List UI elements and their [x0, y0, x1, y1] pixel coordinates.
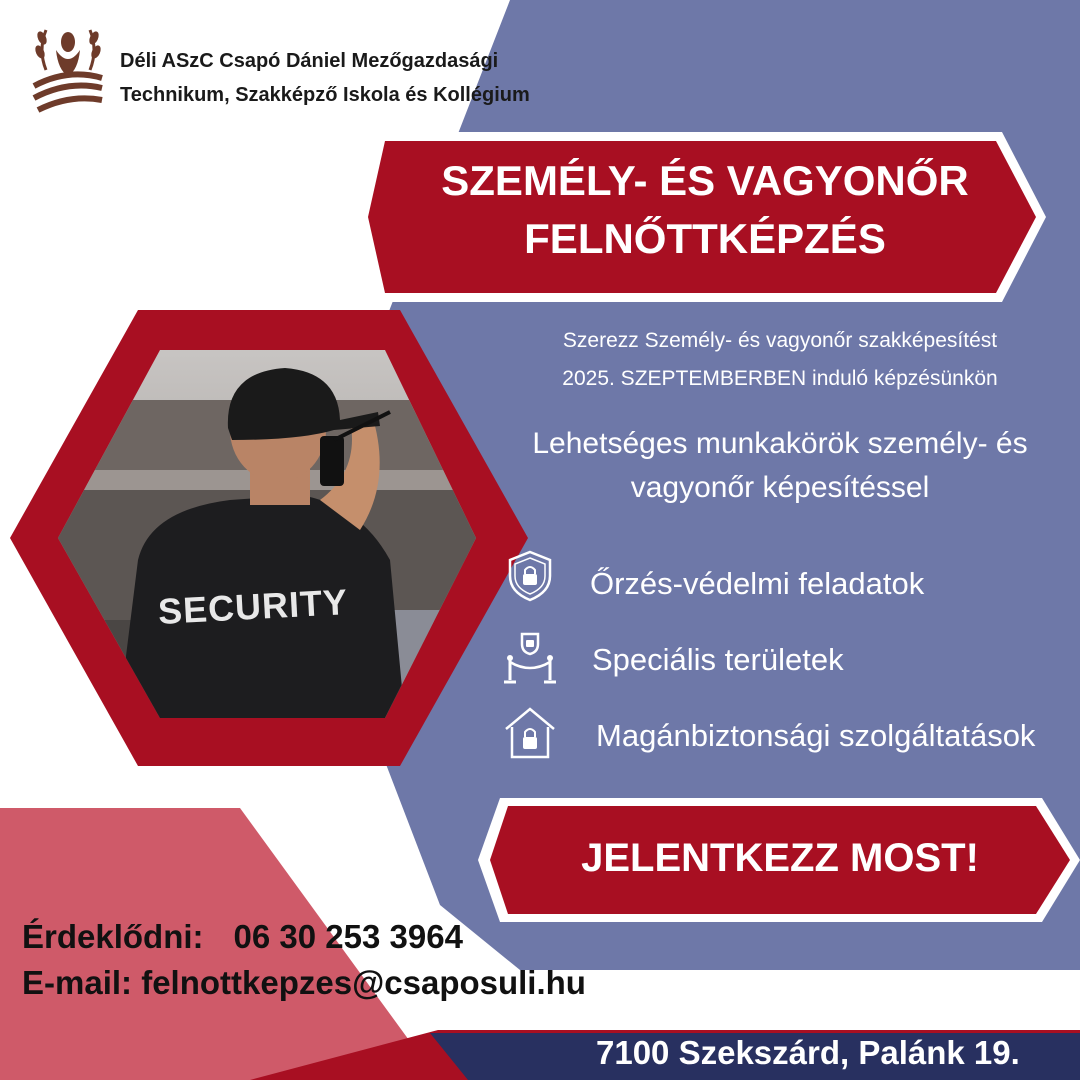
- contact-phone: [22, 918, 463, 956]
- school-name-line1: Déli ASzC Csapó Dániel Mezőgazdasági: [120, 50, 499, 72]
- house-lock-icon: [502, 705, 558, 761]
- job-item-special: [502, 630, 558, 691]
- subheading-line2: vagyonőr képesítéssel: [630, 471, 930, 504]
- school-name: [120, 44, 530, 112]
- phone-label: Érdeklődni:: [22, 918, 204, 955]
- apply-now-button[interactable]: JELENTKEZZ MOST!: [581, 836, 979, 880]
- footer-address: 7100 Szekszárd, Palánk 19.: [596, 1034, 1020, 1071]
- wheat-field-logo-icon: [28, 20, 108, 118]
- job-label-guarding: Őrzés-védelmi feladatok: [590, 566, 925, 601]
- job-item-private: [502, 705, 558, 766]
- contact-email: [22, 964, 586, 1002]
- school-logo: [28, 20, 108, 118]
- email-address[interactable]: felnottkepzes@csaposuli.hu: [141, 964, 586, 1001]
- title-line2: FELNŐTTKÉPZÉS: [524, 215, 886, 262]
- description-line1: Szerezz Személy- és vagyonőr szakképesítést: [562, 329, 998, 352]
- job-item-guarding: [502, 548, 558, 609]
- title-line1: SZEMÉLY- ÉS VAGYONŐR: [441, 157, 969, 204]
- subheading-line1: Lehetséges munkakörök személy- és: [532, 427, 1028, 460]
- phone-number[interactable]: 06 30 253 3964: [233, 918, 463, 955]
- shield-lock-icon: [502, 548, 558, 604]
- email-label: E-mail:: [22, 964, 133, 1001]
- jobs-subheading: [490, 422, 1070, 510]
- job-label-special: Speciális területek: [592, 642, 844, 677]
- job-label-private: Magánbiztonsági szolgáltatások: [596, 718, 1036, 753]
- description-line2: 2025. SZEPTEMBERBEN induló képzésünkön: [562, 367, 998, 390]
- school-name-line2: Technikum, Szakképző Iskola és Kollégium: [120, 84, 530, 106]
- page-title: [380, 152, 1030, 268]
- course-description: [490, 322, 1070, 398]
- shirt-security-text: SECURITY: [157, 581, 349, 632]
- vip-barrier-icon: [502, 630, 558, 686]
